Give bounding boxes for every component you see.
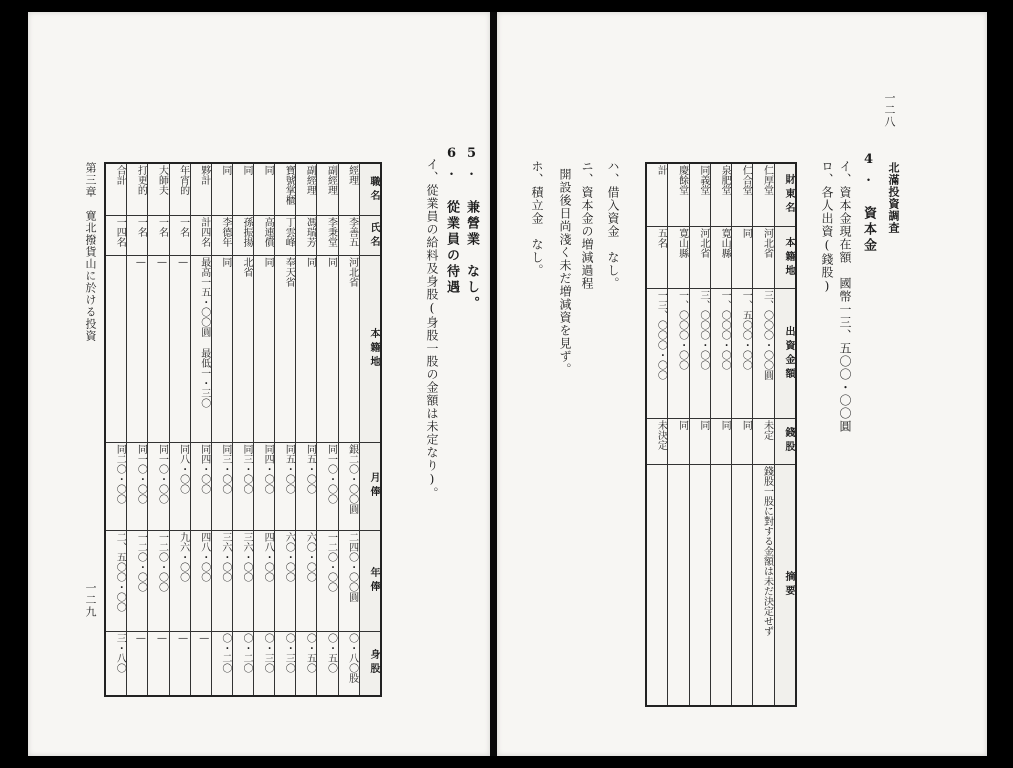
row-cell: 同 — [732, 418, 753, 464]
row-cell: 仁厚堂 — [753, 163, 774, 226]
table-field-row — [105, 531, 381, 632]
item-contributions: ロ、各人出資(錢股) — [820, 160, 834, 294]
row-cell: 大師夫 — [148, 163, 169, 216]
total-cell: 一四名 — [105, 216, 127, 256]
row-cell: 同一〇・〇〇 — [127, 442, 148, 530]
row-cell: 年宵的 — [169, 163, 190, 216]
row-cell: — — [190, 631, 211, 696]
row-cell: 同 — [732, 226, 753, 289]
header-cell: 出資金額 — [774, 289, 796, 418]
row-cell: 一二〇・〇〇 — [127, 531, 148, 632]
row-cell: 河北省 — [753, 226, 774, 289]
row-cell: 三、〇〇〇・〇〇 — [689, 289, 710, 418]
header-cell: 本籍地 — [774, 226, 796, 289]
row-cell: 寶號掌櫃 — [275, 163, 296, 216]
row-cell — [668, 464, 689, 706]
row-cell: 河北省 — [338, 256, 359, 443]
row-cell: 一名 — [169, 216, 190, 256]
row-cell: 同八・〇〇 — [169, 442, 190, 530]
item-borrowed: ハ、借入資金 なし。 — [606, 160, 620, 290]
row-cell: 北省 — [232, 256, 253, 443]
row-cell: 同 — [668, 418, 689, 464]
staff-table — [104, 162, 382, 697]
row-cell: 同 — [211, 256, 232, 443]
row-cell: 二四〇・〇〇圓 — [338, 531, 359, 632]
table-field-row — [646, 464, 796, 706]
row-cell: 四八・〇〇 — [254, 531, 275, 632]
row-cell: 計四名 — [190, 216, 211, 256]
table-field-row — [646, 418, 796, 464]
row-cell — [689, 464, 710, 706]
total-cell: 五名 — [646, 226, 668, 289]
row-cell: 一名 — [127, 216, 148, 256]
row-cell: 同 — [296, 256, 317, 443]
page-number-left: 一二九 — [84, 582, 97, 618]
row-cell: 最高一五・〇〇圓 最低一・三〇 — [190, 256, 211, 443]
row-cell: — — [127, 631, 148, 696]
row-cell: 夥計 — [190, 163, 211, 216]
row-cell: 同 — [254, 163, 275, 216]
header-cell: 月俸 — [359, 442, 381, 530]
row-cell: 同五・〇〇 — [275, 442, 296, 530]
table-field-row — [646, 289, 796, 418]
row-cell: 河北省 — [689, 226, 710, 289]
row-cell: 六〇・〇〇 — [296, 531, 317, 632]
total-cell: 同二〇・〇〇 — [105, 442, 127, 530]
row-cell: 馮瑞芳 — [296, 216, 317, 256]
row-cell: 〇・三〇 — [254, 631, 275, 696]
total-cell — [646, 464, 668, 706]
total-cell: 未決定 — [646, 418, 668, 464]
section-5-title: 5. 兼營業 なし。 — [464, 146, 479, 312]
table-field-row — [646, 163, 796, 226]
capital-table-wrap — [645, 162, 797, 707]
row-cell: 寛山縣 — [710, 226, 731, 289]
header-cell: 身股 — [359, 631, 381, 696]
row-cell: 仁合堂 — [732, 163, 753, 226]
row-cell: — — [148, 256, 169, 443]
table-field-row — [105, 163, 381, 216]
row-cell: 副經理 — [296, 163, 317, 216]
row-cell: 同三・〇〇 — [232, 442, 253, 530]
row-cell: 一二〇・〇〇 — [148, 531, 169, 632]
section-staff-pay: イ、從業員の給料及身股(身股一股の金額は未定なり)。 — [425, 158, 439, 500]
row-cell: 〇・八〇股 — [338, 631, 359, 696]
row-cell: 慶餘堂 — [668, 163, 689, 226]
row-cell: 一、五〇〇・〇〇 — [732, 289, 753, 418]
row-cell: 一名 — [148, 216, 169, 256]
row-cell: 一、〇〇〇・〇〇 — [710, 289, 731, 418]
row-cell: 孫振揚 — [232, 216, 253, 256]
header-cell: 本籍地 — [359, 256, 381, 443]
row-cell — [732, 464, 753, 706]
total-cell: 計 — [646, 163, 668, 226]
row-cell: 九六・〇〇 — [169, 531, 190, 632]
row-cell: 同 — [254, 256, 275, 443]
row-cell: 同 — [232, 163, 253, 216]
row-cell: 同 — [211, 163, 232, 216]
item-change-process: ニ、資本金の増減過程 — [580, 160, 594, 290]
table-field-row — [105, 442, 381, 530]
staff-table-wrap — [104, 162, 382, 697]
section-4-title: 4. 資本金 — [861, 152, 876, 254]
section-6-title: 6. 從業員の待遇 — [444, 146, 459, 296]
row-cell: 未定 — [753, 418, 774, 464]
row-cell: — — [127, 256, 148, 443]
row-cell: — — [169, 631, 190, 696]
row-cell: — — [169, 256, 190, 443]
row-cell: 丁雲峰 — [275, 216, 296, 256]
left-page — [28, 12, 490, 756]
total-cell: 合計 — [105, 163, 127, 216]
chapter-footer: 第三章 寛北撥貨山に於ける投資 — [84, 162, 97, 342]
row-cell: 泉肥堂 — [710, 163, 731, 226]
row-cell: 〇・五〇 — [317, 631, 338, 696]
row-cell: 同五・〇〇 — [296, 442, 317, 530]
row-cell: 錢股一股に對する金額は未だ決定せず — [753, 464, 774, 706]
row-cell: 寛山縣 — [668, 226, 689, 289]
row-cell: 同義堂 — [689, 163, 710, 226]
total-cell — [105, 256, 127, 443]
total-cell: 一三、〇〇〇・〇〇 — [646, 289, 668, 418]
row-cell: 同三・〇〇 — [211, 442, 232, 530]
row-cell: 副經理 — [317, 163, 338, 216]
item-change-note: 開設後日尚淺く未だ増減資を見ず。 — [558, 168, 572, 376]
row-cell: 〇・五〇 — [296, 631, 317, 696]
header-cell: 氏名 — [359, 216, 381, 256]
row-cell: 〇・三〇 — [275, 631, 296, 696]
right-page — [497, 12, 987, 756]
row-cell: 李秉堂 — [317, 216, 338, 256]
row-cell: 同 — [317, 256, 338, 443]
row-cell: 四八・〇〇 — [190, 531, 211, 632]
header-cell: 錢股 — [774, 418, 796, 464]
page-number-right: 一二八 — [883, 92, 896, 128]
table-field-row — [105, 256, 381, 443]
row-cell: 高連償 — [254, 216, 275, 256]
row-cell: 一二〇・〇〇 — [317, 531, 338, 632]
total-cell: 三・八〇 — [105, 631, 127, 696]
header-cell: 財東名 — [774, 163, 796, 226]
row-cell: 同 — [710, 418, 731, 464]
table-field-row — [646, 226, 796, 289]
row-cell: 一、〇〇〇・〇〇 — [668, 289, 689, 418]
row-cell: 三、〇〇〇・〇〇圓 — [753, 289, 774, 418]
row-cell: 李德年 — [211, 216, 232, 256]
row-cell: 奉天省 — [275, 256, 296, 443]
row-cell: 同一〇・〇〇 — [148, 442, 169, 530]
row-cell: 經理 — [338, 163, 359, 216]
total-cell: 二、五〇〇・〇〇 — [105, 531, 127, 632]
table-field-row — [105, 631, 381, 696]
capital-table — [645, 162, 797, 707]
row-cell: 同 — [689, 418, 710, 464]
item-capital-amount: イ、資本金現在額 國幣一三、五〇〇・〇〇圓 — [838, 160, 852, 433]
row-cell — [710, 464, 731, 706]
table-field-row — [105, 216, 381, 256]
item-reserve: ホ、積立金 なし。 — [530, 160, 544, 277]
row-cell: 銀二〇・〇〇圓 — [338, 442, 359, 530]
row-cell: 三六・〇〇 — [211, 531, 232, 632]
header-cell: 職名 — [359, 163, 381, 216]
row-cell: 同四・〇〇 — [254, 442, 275, 530]
row-cell: 打更的 — [127, 163, 148, 216]
row-cell: 同四・〇〇 — [190, 442, 211, 530]
header-cell: 摘要 — [774, 464, 796, 706]
row-cell: 李善五 — [338, 216, 359, 256]
row-cell: 〇・二〇 — [211, 631, 232, 696]
running-header: 北滿投資調査 — [887, 162, 900, 234]
row-cell: 六〇・〇〇 — [275, 531, 296, 632]
row-cell: — — [148, 631, 169, 696]
header-cell: 年俸 — [359, 531, 381, 632]
row-cell: 同一〇・〇〇 — [317, 442, 338, 530]
book-gutter — [490, 12, 497, 756]
row-cell: 〇・二〇 — [232, 631, 253, 696]
row-cell: 三六・〇〇 — [232, 531, 253, 632]
